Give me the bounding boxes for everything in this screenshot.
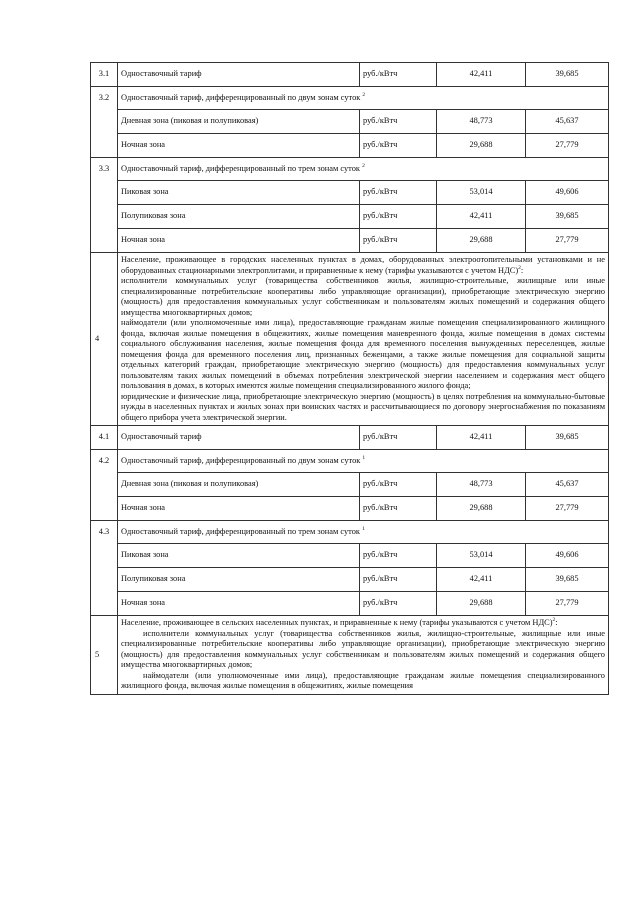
footnote-mark: 2 <box>518 264 521 271</box>
paragraph-text: : <box>555 618 558 627</box>
row-number-empty <box>91 181 118 205</box>
value-cell: 45,637 <box>526 110 609 134</box>
unit-cell: руб./кВтч <box>360 181 437 205</box>
description-paragraph: исполнители коммунальных услуг (товарищества собственников жилья, жилищно-строительные, жилищные или иные специализированные потребительские кооперативы либо управляющие организации), приобретающие электрическую энергию (мощность) для предоставления коммунальных услуг собственникам и пользователям жилых помещений и содержания общего имущества многоквартирных домов; <box>121 276 605 317</box>
table-row <box>91 592 609 616</box>
table-row <box>91 568 609 592</box>
table-row <box>91 205 609 229</box>
tariff-name: Одноставочный тариф <box>118 426 360 450</box>
value-cell: 53,014 <box>437 181 526 205</box>
zone-name: Дневная зона (пиковая и полупиковая) <box>118 110 360 134</box>
table-row <box>91 544 609 568</box>
paragraph-text: : <box>520 265 524 275</box>
table-row <box>91 181 609 205</box>
tariff-group-title <box>118 87 609 110</box>
row-number-empty <box>91 497 118 521</box>
group-title-text: Одноставочный тариф, дифференцированный по трем зонам суток <box>121 163 360 173</box>
value-cell: 39,685 <box>526 568 609 592</box>
table-row <box>91 497 609 521</box>
value-cell: 42,411 <box>437 205 526 229</box>
unit-cell: руб./кВтч <box>360 110 437 134</box>
paragraph-text: Население, проживающее в сельских населенных пунктах, и приравненные к нему (тарифы указываются с учетом НДС) <box>121 618 553 627</box>
tariff-name: Одноставочный тариф <box>118 63 360 87</box>
value-cell: 27,779 <box>526 134 609 158</box>
table-row <box>91 616 609 695</box>
row-number-empty <box>91 110 118 134</box>
value-cell: 27,779 <box>526 497 609 521</box>
value-cell: 39,685 <box>526 63 609 87</box>
value-cell: 39,685 <box>526 426 609 450</box>
row-number: 4.2 <box>91 450 118 473</box>
footnote-mark: 1 <box>362 525 365 532</box>
row-number-empty <box>91 592 118 616</box>
table-row <box>91 253 609 426</box>
unit-cell: руб./кВтч <box>360 426 437 450</box>
paragraph-text: Население, проживающее в городских населенных пунктах в домах, оборудованных электроотопительными установками и не оборудованных стационарными электроплитами, и приравненные к нему (тарифы указываются с учетом НДС) <box>121 255 605 275</box>
tariff-table <box>90 62 609 695</box>
description-paragraph: исполнители коммунальных услуг (товарищества собственников жилья, жилищно-строительные, жилищные или иные специализированные потребительские кооперативы либо управляющие организации), приобретающие электрическую энергию (мощность) для предоставления коммунальных услуг собственникам и пользователям жилых помещений и содержания общего имущества многоквартирных домов; <box>121 628 605 669</box>
unit-cell: руб./кВтч <box>360 63 437 87</box>
table-row <box>91 158 609 181</box>
tariff-group-title <box>118 521 609 544</box>
table-row <box>91 63 609 87</box>
value-cell: 39,685 <box>526 205 609 229</box>
value-cell: 49,606 <box>526 181 609 205</box>
value-cell: 42,411 <box>437 426 526 450</box>
row-number: 5 <box>91 616 118 695</box>
tariff-group-title <box>118 158 609 181</box>
zone-name: Дневная зона (пиковая и полупиковая) <box>118 473 360 497</box>
row-number: 3.1 <box>91 63 118 87</box>
row-number: 3.2 <box>91 87 118 110</box>
unit-cell: руб./кВтч <box>360 229 437 253</box>
value-cell: 29,688 <box>437 497 526 521</box>
row-number-empty <box>91 473 118 497</box>
zone-name: Ночная зона <box>118 497 360 521</box>
row-number-empty <box>91 544 118 568</box>
consumer-group-description <box>118 616 609 695</box>
table-row <box>91 473 609 497</box>
table-row <box>91 426 609 450</box>
group-title-text: Одноставочный тариф, дифференцированный по двум зонам суток <box>121 92 361 102</box>
tariff-group-title <box>118 450 609 473</box>
zone-name: Пиковая зона <box>118 181 360 205</box>
row-number-empty <box>91 205 118 229</box>
value-cell: 29,688 <box>437 134 526 158</box>
zone-name: Полупиковая зона <box>118 205 360 229</box>
unit-cell: руб./кВтч <box>360 592 437 616</box>
unit-cell: руб./кВтч <box>360 497 437 521</box>
zone-name: Ночная зона <box>118 592 360 616</box>
row-number: 4.1 <box>91 426 118 450</box>
value-cell: 53,014 <box>437 544 526 568</box>
value-cell: 48,773 <box>437 473 526 497</box>
footnote-mark: 2 <box>552 617 556 624</box>
table-row <box>91 229 609 253</box>
row-number: 3.3 <box>91 158 118 181</box>
table-row <box>91 87 609 110</box>
zone-name: Ночная зона <box>118 229 360 253</box>
value-cell: 42,411 <box>437 63 526 87</box>
group-title-text: Одноставочный тариф, дифференцированный по трем зонам суток <box>121 526 360 536</box>
table-row <box>91 110 609 134</box>
unit-cell: руб./кВтч <box>360 134 437 158</box>
zone-name: Пиковая зона <box>118 544 360 568</box>
consumer-group-description <box>118 253 609 426</box>
row-number-empty <box>91 229 118 253</box>
table-row <box>91 450 609 473</box>
value-cell: 48,773 <box>437 110 526 134</box>
footnote-mark: 1 <box>362 454 366 461</box>
row-number: 4.3 <box>91 521 118 544</box>
row-number-empty <box>91 568 118 592</box>
footnote-mark: 2 <box>362 162 365 169</box>
unit-cell: руб./кВтч <box>360 544 437 568</box>
description-paragraph: наймодатели (или уполномоченные ими лица), предоставляющие гражданам жилые помещения специализированного жилищного фонда, включая жилые помещения в общежитиях, жилые помещения <box>121 670 605 690</box>
row-number-empty <box>91 134 118 158</box>
table-row <box>91 134 609 158</box>
zone-name: Ночная зона <box>118 134 360 158</box>
unit-cell: руб./кВтч <box>360 568 437 592</box>
row-number: 4 <box>91 253 118 426</box>
zone-name: Полупиковая зона <box>118 568 360 592</box>
value-cell: 42,411 <box>437 568 526 592</box>
group-title-text: Одноставочный тариф, дифференцированный по двум зонам суток <box>121 455 361 465</box>
table-row <box>91 521 609 544</box>
unit-cell: руб./кВтч <box>360 205 437 229</box>
value-cell: 49,606 <box>526 544 609 568</box>
description-paragraph: юридические и физические лица, приобретающие электрическую энергию (мощность) в целях потребления на коммунально-бытовые нужды в населенных пунктах и жилых зонах при воинских частях и рассчитывающиеся по договору энергоснабжения по показаниям общего прибора учета электрической энергии. <box>121 391 605 422</box>
description-paragraph: наймодатели (или уполномоченные ими лица), предоставляющие гражданам жилые помещения специализированного жилищного фонда, включая жилые помещения в общежитиях, жилые помещения маневренного фонда, жилые помещения в домах системы социального обслуживания населения, жилые помещения фонда для временного поселения вынужденных переселенцев, жилые помещения фонда для временного поселения лиц, признанных беженцами, а также жилые помещения для социальной защиты отдельных категорий граждан, приобретающие электрическую энергию (мощность) для предоставления коммунальных услуг пользователям таких жилых помещений в объемах потребления электрической энергии населением и содержания мест общего пользования в домах, в которых имеются жилые помещения специализированного жилого фонда; <box>121 318 605 390</box>
unit-cell: руб./кВтч <box>360 473 437 497</box>
description-paragraph <box>121 618 605 629</box>
value-cell: 27,779 <box>526 592 609 616</box>
description-paragraph <box>121 255 605 276</box>
value-cell: 29,688 <box>437 592 526 616</box>
footnote-mark: 2 <box>362 91 366 98</box>
value-cell: 29,688 <box>437 229 526 253</box>
value-cell: 27,779 <box>526 229 609 253</box>
value-cell: 45,637 <box>526 473 609 497</box>
